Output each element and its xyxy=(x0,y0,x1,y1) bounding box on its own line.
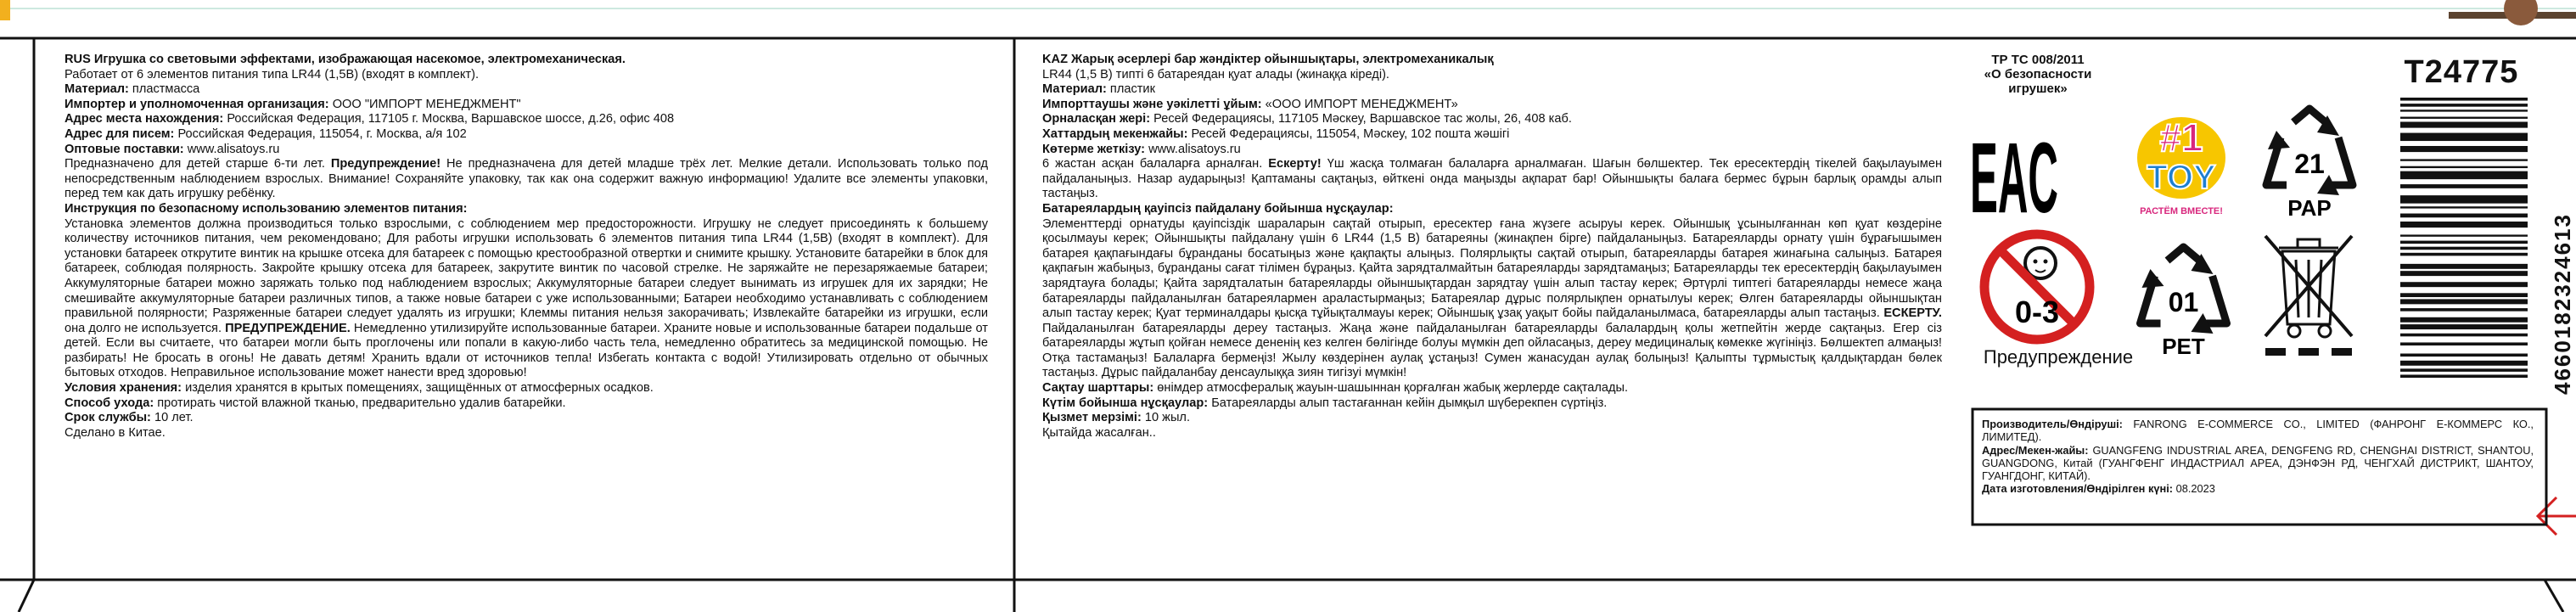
production-date-label: Дата изготовления/Өндірілген күні: xyxy=(1982,482,2174,496)
barcode-bar xyxy=(2400,241,2528,244)
barcode-bar xyxy=(2400,253,2528,256)
barcode-bar xyxy=(2400,98,2528,101)
barcode-bar xyxy=(2400,342,2528,345)
rus-age-text: Предназначено для детей старше 6-ти лет. xyxy=(65,157,331,171)
age-range: 0-3 xyxy=(2014,295,2060,329)
rus-storage: изделия хранятся в крытых помещениях, защищённых от атмосферных осадков. xyxy=(182,381,654,396)
kaz-warning-paragraph xyxy=(1042,157,1942,202)
rus-life: 10 лет. xyxy=(150,411,194,425)
recycle-pap-icon xyxy=(2258,104,2361,222)
barcode-bar xyxy=(2400,374,2528,378)
barcode-bar xyxy=(2400,334,2528,337)
rus-address: Российская Федерация, 117105 г. Москва, Варшавское шоссе, д.26, офис 408 xyxy=(223,112,675,126)
barcode-bar xyxy=(2400,324,2528,329)
kaz-age-text: 6 жастан асқан балаларға арналған. xyxy=(1042,157,1269,171)
kaz-instruction-heading: Батареялардың қауіпсіз пайдалану бойынша нұсқаулар: xyxy=(1042,201,1394,216)
kaz-storage-label: Сақтау шарттары: xyxy=(1042,381,1154,396)
rus-made-in: Сделано в Китае. xyxy=(65,425,166,440)
rus-battery-info: Работает от 6 элементов питания типа LR44 (1,5В) (входят в комплект). xyxy=(65,67,480,81)
barcode-bar xyxy=(2400,293,2528,297)
producer-label: Производитель/Өндіруші: xyxy=(1982,418,2123,430)
barcode-bar xyxy=(2400,234,2528,236)
rus-instruction-heading: Инструкция по безопасному использованию элементов питания: xyxy=(65,201,468,216)
barcode-bar xyxy=(2400,317,2528,323)
kaz-caution-label: ЕСКЕРТУ. xyxy=(1883,306,1942,321)
cert-standard: ТР ТС 008/2011 xyxy=(1991,53,2085,67)
kazakh-text-block xyxy=(1042,53,1942,441)
barcode-bar xyxy=(2400,264,2528,269)
rus-title: RUS Игрушка со световыми эффектами, изображающая насекомое, электромеханическая. xyxy=(65,53,626,66)
production-date: 08.2023 xyxy=(2173,482,2215,496)
rus-instruction-paragraph xyxy=(65,217,988,382)
rus-life-label: Срок службы: xyxy=(65,411,151,425)
barcode-bar xyxy=(2400,184,2528,188)
barcode-bar xyxy=(2400,146,2528,152)
producer-info xyxy=(1982,418,2534,496)
number-one-toy-logo xyxy=(2130,109,2232,217)
rus-importer: ООО "ИМПОРТ МЕНЕДЖМЕНТ" xyxy=(328,97,521,111)
kaz-material-label: Материал: xyxy=(1042,82,1107,97)
kaz-address-label: Орналасқан жері: xyxy=(1042,112,1151,126)
cert-title-1: «О безопасности xyxy=(1984,67,2092,81)
rus-mail-label: Адрес для писем: xyxy=(65,126,175,141)
barcode-bar xyxy=(2400,282,2528,287)
barcode-bar xyxy=(2400,368,2528,372)
barcode-bar xyxy=(2400,195,2528,204)
barcode-bar xyxy=(2400,247,2528,250)
rus-warning-label: Предупреждение! xyxy=(330,157,441,171)
rus-instruction-text: Установка элементов должна производиться только взрослыми, с соблюдением мер предосторожности. Игрушку не следует присоединять к большему количеству источников питания, чем рекомендовано; Для работы игрушки использовать 6 элементов питания типа LR44 (1,5В) (входят в комплект). Для установки батареек открутите винтик на крышке отсека для батареек с помощью крестообразной отвертки и снимите крышку. Установите батарейки в блок для батареек, соблюдая полярность. Закройте крышку отсека для батареек, закрутите винтик по часовой стрелке. Не заряжайте не перезаряжаемые батареи; Аккумуляторные батареи можно заряжать только под наблюдением взрослых; Аккумуляторные батареи следует вынимать из игрушек для их зарядки; Не смешивайте аккумуляторные батареи различных типов, а также новые батареи с уже использованными; Батареи необходимо устанавливать с соблюдением правильной полярности; Разряженные батареи следует удалять из игрушки; Клеммы питания нельзя закорачивать; Извлекайте батарейки из игрушки, если она долго не используется. xyxy=(65,216,988,335)
no-under-three-icon xyxy=(1978,227,2096,346)
barcode-bar xyxy=(2400,104,2528,107)
barcode-bar xyxy=(2400,308,2528,312)
kaz-wholesale-label: Көтерме жеткізу: xyxy=(1042,142,1146,156)
rus-importer-label: Импортер и уполномоченная организация: xyxy=(65,97,329,111)
kaz-address: Ресей Федерациясы, 117105 Мәскеу, Варшавское тас жолы, 26, 408 каб. xyxy=(1150,112,1572,126)
kaz-made-in: Қытайда жасалған.. xyxy=(1042,425,1156,440)
recycle-pet-icon xyxy=(2130,242,2236,361)
kaz-warning-label: Ескерту! xyxy=(1268,157,1322,171)
kaz-warning-text: Үш жасқа толмаған балаларға арналмаған. Шағын бөлшектер. Тек ересектердің тікелей бақылауымен пайдаланыңыз. Назар аударыңыз! Қаптаманы сақтаңыз, өйткені онда маңызды ақпарат бар! Ойыншықты балаға бермес бұрын барлық орамды алып тастаңыз. xyxy=(1042,157,1942,201)
logo-mark: #1 xyxy=(2159,115,2203,160)
kaz-life-label: Қызмет мерзімі: xyxy=(1042,411,1142,425)
pap-label: PAP xyxy=(2287,195,2332,221)
logo-word: TOY xyxy=(2147,159,2216,196)
kaz-instruction-paragraph xyxy=(1042,217,1942,382)
kaz-importer: «ООО ИМПОРТ МЕНЕДЖМЕНТ» xyxy=(1261,97,1458,111)
logo-slogan: РАСТЁМ ВМЕСТЕ! xyxy=(2140,206,2223,216)
barcode-bar xyxy=(2400,299,2528,304)
rus-address-label: Адрес места нахождения: xyxy=(65,112,224,126)
barcode-bar xyxy=(2400,109,2528,111)
kaz-instruction-text: Элементтерді орнатуды қауіпсіздік шараларын сақтай отырып, ересектер ғана жүзеге асыруы керек. Ойыншық ұсынылғаннан көп қуат көздеріне қосылмауы керек; Ойыншықты пайдалану үшін 6 LR44 (1,5 В) батареяны (жинақпен бірге) пайдаланыңыз. Батареяларды орнату үшін бұрағышымен батарея қақпағындағы бұранданы босатыңыз және қақпақты алыңыз. Полярлықты сақтай отырып, батареяларды батарея жинағына салыңыз. Батарея қақпағын жабыңыз, бұранданы сағат тілімен бұраңыз. Қайта зарядталмайтын батареяларды зарядтамаңыз; Батареяларды тек ересектердің бақылауымен зарядтауға болады; Қайта зарядталатын батареяларды ойыншықтардан зарядтау үшін алып тастау керек; Әртүрлі типтегі батареяларды немесе жаңа батареяларды пайдаланылған батареялармен араластырмаңыз; Батареялар дұрыс полярлықпен орнатылуы керек; Өлген батареяларды ойыншықтан алып тастау керек; Қуат терминалдары қысқа тұйықталмауы керек; Ойыншық ұзақ уақыт бойы пайдаланылмаса, батареяларды алып тастаңыз. xyxy=(1042,216,1942,321)
kaz-care-label: Күтім бойынша нұсқаулар: xyxy=(1042,396,1209,410)
barcode-bar xyxy=(2400,271,2528,276)
kaz-importer-label: Импорттаушы және уәкілетті ұйым: xyxy=(1042,97,1262,111)
kaz-care: Батареяларды алып тастағаннан кейін дымқыл шүберекпен сүртіңіз. xyxy=(1208,396,1608,410)
kaz-material: пластик xyxy=(1106,82,1155,97)
barcode-bar xyxy=(2400,133,2528,142)
kaz-wholesale: www.alisatoys.ru xyxy=(1145,142,1241,156)
warning-label: Предупреждение xyxy=(1983,346,2134,368)
crossed-out-bin-icon xyxy=(2253,229,2364,365)
rus-wholesale: www.alisatoys.ru xyxy=(183,142,280,156)
cert-title-2: игрушек» xyxy=(2008,81,2068,96)
barcode-bar xyxy=(2400,222,2528,227)
rus-wholesale-label: Оптовые поставки: xyxy=(65,142,184,156)
rus-material-label: Материал: xyxy=(65,82,129,97)
barcode-number: 4660182324613 xyxy=(2550,213,2575,395)
rus-material: пластмасса xyxy=(128,82,200,97)
barcode-bar xyxy=(2400,354,2528,357)
rus-mail: Российская Федерация, 115054, г. Москва, а/я 102 xyxy=(174,126,467,141)
barcode-bar xyxy=(2400,171,2528,180)
rus-storage-label: Условия хранения: xyxy=(65,381,182,396)
kaz-mail: Ресей Федерациясы, 115054, Мәскеу, 102 пошта жәшігі xyxy=(1187,126,1510,141)
barcode-bar xyxy=(2400,159,2528,160)
barcode-bar xyxy=(2400,117,2528,119)
producer-address: GUANGFENG INDUSTRIAL AREA, DENGFENG RD, CHENGHAI DISTRICT, SHANTOU, GUANGDONG, Китай (ГУАНГФЕНГ ИНДАСТРИАЛ АРЕА, ДЭНФЭН РД, ЧЕНГХАЙ ДИСТРИКТ, ШАНТОУ, ГУАНГДОНГ, КИТАЙ). xyxy=(1982,443,2534,483)
eac-text: EAC xyxy=(1970,122,2058,221)
rus-caution-text: Немедленно утилизируйте использованные батареи. Храните новые и использованные батареи подальше от детей. Если вы считаете, что батареи могли быть проглочены или попали в какую-либо часть тела, немедленно обратитесь за медицинской помощью. Не разбирать! Не бросать в огонь! Не давать детям! Хранить вдали от источников тепла! Избегать контакта с водой! Утилизировать отдельно от обычных бытовых отходов. Неправильное использование может нанести вред здоровью! xyxy=(65,321,988,380)
certification-text xyxy=(1974,53,2102,96)
pet-label: PET xyxy=(2162,334,2205,359)
kaz-life: 10 жыл. xyxy=(1141,411,1191,425)
rus-warning-paragraph xyxy=(65,157,988,202)
producer-name: FANRONG E-COMMERCE CO., LIMITED (ФАНРОНГ Е-КОММЕРС КО., ЛИМИТЕД). xyxy=(1982,418,2534,444)
pet-number: 01 xyxy=(2168,287,2199,317)
pap-number: 21 xyxy=(2294,149,2325,179)
kaz-title: KAZ Жарық әсерлері бар жәндіктер ойыншықтары, электромеханикалық xyxy=(1042,53,1494,66)
barcode-bar xyxy=(2400,166,2528,168)
russian-text-block xyxy=(65,53,988,441)
product-code: T24775 xyxy=(2404,54,2519,90)
kaz-storage: өнімдер атмосфералық жауын-шашыннан қорғалған жабық жерлерде сақталады. xyxy=(1153,381,1629,396)
rus-warning-text: Не предназначена для детей младше трёх лет. Мелкие детали. Использовать только под непосредственным наблюдением взрослых. Внимание! Сохраняйте упаковку, так как она содержит важную информацию! Удалите все элементы упаковки, перед тем как дать игрушку ребёнку. xyxy=(65,157,988,201)
kaz-mail-label: Хаттардың мекенжайы: xyxy=(1042,126,1188,141)
rus-care-label: Способ ухода: xyxy=(65,396,154,410)
barcode-bar xyxy=(2400,214,2528,218)
barcode xyxy=(2394,98,2546,386)
kaz-caution-text: Пайдаланылған батареяларды дереу тастаңыз. Жаңа және пайдаланылған батареяларды балалардың қолы жетпейтін жерде сақтаңыз. Егер сіз батареяларды жұтып қойған немесе дененің кез келген бөлігінде болуы мүмкін деп ойласаңыз, дереу медициналық көмекке жүгініңіз. Бөлшектеп алмаңыз! Отқа тастамаңыз! Балаларға бермеңіз! Жылу көздерінен аулақ ұстаңыз! Сумен жанасудан аулақ болыңыз! Қалыпты тұрмыстық қалдықтардан бөлек тастаңыз. Дұрыс пайдаланбау денсаулыққа зиян тигізуі мүмкін! xyxy=(1042,321,1942,380)
producer-address-label: Адрес/Мекен-жайы: xyxy=(1982,443,2089,457)
rus-caution-label: ПРЕДУПРЕЖДЕНИЕ. xyxy=(225,321,351,335)
rus-care: протирать чистой влажной тканью, предварительно удалив батарейки. xyxy=(154,396,566,410)
barcode-bar xyxy=(2400,206,2528,208)
barcode-bar xyxy=(2400,361,2528,366)
eac-mark-icon xyxy=(1967,110,2061,221)
kaz-battery-info: LR44 (1,5 В) типті 6 батареядан қуат алады (жинаққа кіреді). xyxy=(1042,67,1389,81)
barcode-bar xyxy=(2400,121,2528,127)
